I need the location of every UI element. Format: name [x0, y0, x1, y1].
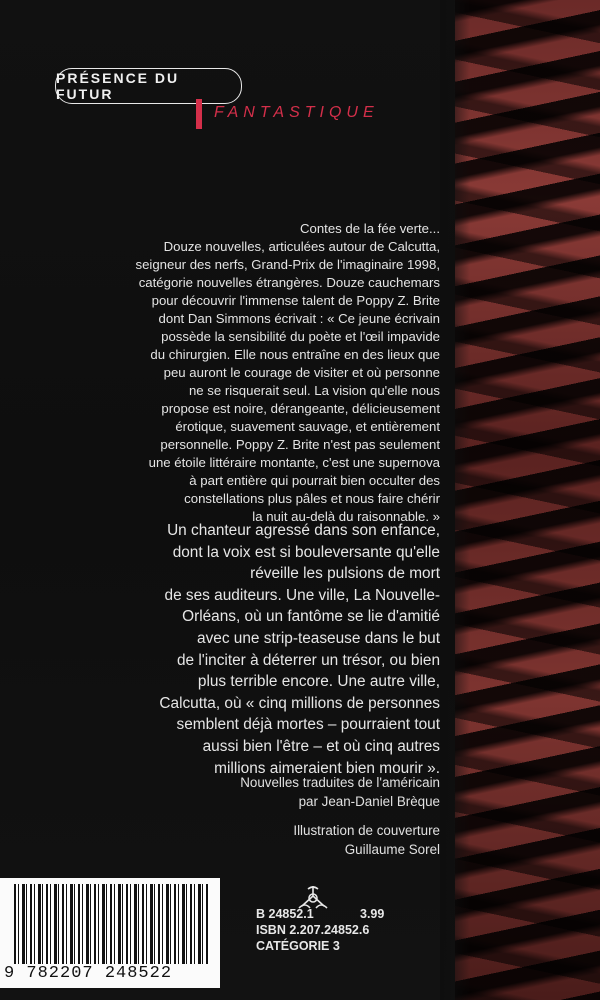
summary-paragraph	[100, 520, 440, 779]
barcode-bars	[14, 884, 210, 964]
intro-line: pour découvrir l'immense talent de Poppy Z. Brite	[151, 293, 440, 308]
summary-line: dont la voix est si bouleversante qu'elle	[172, 543, 440, 561]
summary-line: de ses auditeurs. Une ville, La Nouvelle-	[164, 586, 440, 604]
reference-code: B 24852.1	[256, 907, 314, 921]
summary-line: aussi bien l'être – et où cinq autres	[202, 737, 440, 755]
summary-line: semblent déjà mortes – pourraient tout	[176, 716, 440, 734]
intro-line: possède la sensibilité du poète et l'œil impavide	[161, 329, 440, 344]
price-code: 3.99	[360, 907, 385, 921]
intro-line: une étoile littéraire montante, c'est une supernova	[148, 455, 440, 470]
summary-line: Orléans, où un fantôme se lie d'amitié	[182, 608, 440, 626]
summary-line: Calcutta, où « cinq millions de personnes	[159, 694, 440, 712]
tiger-stripe-illustration	[455, 0, 600, 1000]
intro-line: ne se risquerait seul. La vision qu'elle nous	[188, 383, 440, 398]
genre-label: FANTASTIQUE	[214, 104, 379, 121]
translation-credit: Nouvelles traduites de l'américain	[240, 775, 440, 790]
intro-line: seigneur des nerfs, Grand-Prix de l'imaginaire 1998,	[135, 257, 440, 272]
intro-line: peu auront le courage de visiter et où personne	[163, 365, 440, 380]
category-code: CATÉGORIE 3	[256, 939, 340, 953]
summary-line: millions aimeraient bien mourir ».	[214, 759, 440, 777]
credits	[170, 773, 440, 859]
summary-line: réveille les pulsions de mort	[250, 565, 440, 583]
summary-line: de l'inciter à déterrer un trésor, ou bien	[176, 651, 440, 669]
intro-line: à part entière qui pourrait bien occulter des	[189, 473, 440, 488]
isbn-barcode	[0, 878, 220, 988]
barcode-number: 9 782207 248522	[4, 964, 173, 983]
intro-line: Contes de la fée verte...	[299, 221, 440, 236]
intro-line: personnelle. Poppy Z. Brite n'est pas seulement	[160, 437, 440, 452]
intro-line: Douze nouvelles, articulées autour de Calcutta,	[163, 239, 440, 254]
intro-line: propose est noire, dérangeante, délicieusement	[161, 401, 440, 416]
intro-line: constellations plus pâles et nous faire chérir	[184, 491, 440, 506]
summary-line: avec une strip-teaseuse dans le but	[197, 629, 440, 647]
intro-line: érotique, suavement sauvage, et entièrement	[175, 419, 440, 434]
catalog-codes	[256, 906, 446, 954]
summary-line: Un chanteur agressé dans son enfance,	[167, 522, 440, 539]
intro-line: catégorie nouvelles étrangères. Douze cauchemars	[138, 275, 440, 290]
genre-accent-bar	[196, 99, 202, 129]
illustration-credit: Illustration de couverture	[293, 823, 440, 838]
intro-line: dont Dan Simmons écrivait : « Ce jeune écrivain	[158, 311, 440, 326]
intro-line: du chirurgien. Elle nous entraîne en des lieux que	[150, 347, 440, 362]
series-title: PRÉSENCE DU FUTUR	[55, 68, 242, 104]
translator-name: par Jean-Daniel Brèque	[298, 794, 440, 809]
intro-line: la nuit au-delà du raisonnable. »	[252, 509, 440, 524]
illustrator-name: Guillaume Sorel	[344, 842, 440, 857]
intro-paragraph	[130, 220, 440, 526]
isbn-code: ISBN 2.207.24852.6	[256, 923, 370, 937]
panel-edge-fade	[440, 0, 470, 1000]
summary-line: plus terrible encore. Une autre ville,	[197, 673, 440, 691]
